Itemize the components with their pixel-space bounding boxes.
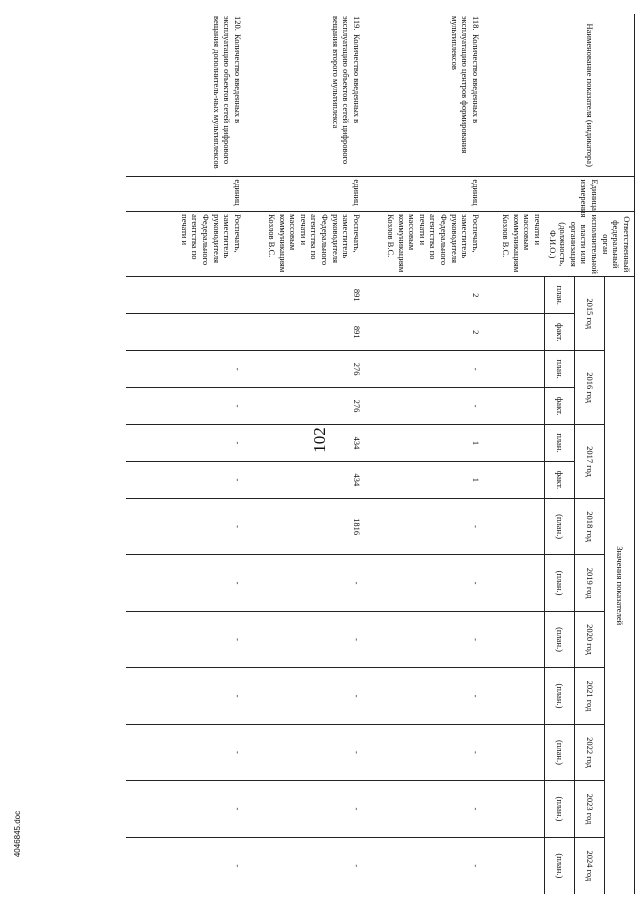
value-cell: - xyxy=(364,351,483,388)
continuation-text: печати и массовым коммуникациям Козлов В.С. xyxy=(483,212,545,277)
value-cell: - xyxy=(126,668,245,724)
value-cell: - xyxy=(126,555,245,611)
header-plan-paren: (план.) xyxy=(545,837,575,894)
header-year-2021: 2021 год xyxy=(575,668,605,724)
value-cell: - xyxy=(126,724,245,780)
header-responsible: Ответственный федеральный орган исполнительной власти или организация (должность, Ф.И.О.) xyxy=(545,212,635,277)
value-cell: - xyxy=(126,461,245,498)
value-cell: - xyxy=(364,668,483,724)
header-year-2015: 2015 год xyxy=(575,277,605,351)
value-cell: - xyxy=(126,425,245,462)
row-number: 118. xyxy=(471,16,481,31)
header-year-2023: 2023 год xyxy=(575,781,605,837)
value-cell: - xyxy=(245,668,364,724)
header-plan-paren: (план.) xyxy=(545,668,575,724)
value-cell xyxy=(126,314,245,351)
indicator-cell xyxy=(126,14,245,177)
value-cell: 891 xyxy=(245,277,364,314)
value-cell: - xyxy=(245,555,364,611)
page-number: 102 xyxy=(310,427,329,453)
indicator-cell xyxy=(364,14,483,177)
row-number: 119. xyxy=(352,16,362,31)
responsible-cell: Роспечать, заместитель руководителя Федерального агентства по печати и массовым коммуникациям Козлов В.С. xyxy=(364,212,483,277)
value-cell: 2 xyxy=(364,314,483,351)
rotated-table-page xyxy=(55,14,635,894)
header-year-2019: 2019 год xyxy=(575,555,605,611)
value-cell: - xyxy=(126,837,245,894)
value-cell: - xyxy=(126,781,245,837)
value-cell: - xyxy=(126,498,245,554)
table-row xyxy=(364,14,483,894)
value-cell: - xyxy=(364,837,483,894)
value-cell: 1 xyxy=(364,461,483,498)
indicators-table xyxy=(126,14,635,894)
value-cell: - xyxy=(245,724,364,780)
value-cell: - xyxy=(126,351,245,388)
value-cell: - xyxy=(364,388,483,425)
value-cell: 434 xyxy=(245,461,364,498)
header-year-2020: 2020 год xyxy=(575,611,605,667)
header-plan-paren: (план.) xyxy=(545,498,575,554)
header-plan: план. xyxy=(545,277,575,314)
header-year-2016: 2016 год xyxy=(575,351,605,425)
header-fact: факт. xyxy=(545,388,575,425)
footer-doc-code: 4046845.doc xyxy=(13,810,22,858)
value-cell: - xyxy=(364,611,483,667)
header-unit: Единица измерения xyxy=(545,177,635,212)
value-cell: - xyxy=(364,781,483,837)
responsible-cell: Роспечать, заместитель руководителя Федерального агентства по печати и xyxy=(126,212,245,277)
value-cell: - xyxy=(364,724,483,780)
value-cell: 891 xyxy=(245,314,364,351)
header-plan-paren: (план.) xyxy=(545,555,575,611)
value-cell: - xyxy=(126,388,245,425)
header-plan: план. xyxy=(545,351,575,388)
value-cell: 276 xyxy=(245,388,364,425)
value-cell: 276 xyxy=(245,351,364,388)
value-cell: 1 xyxy=(364,425,483,462)
header-plan: план. xyxy=(545,425,575,462)
unit-cell: единиц xyxy=(126,177,245,212)
table-row xyxy=(245,14,364,894)
header-year-2018: 2018 год xyxy=(575,498,605,554)
header-indicator-name: Наименование показателя (индикатора) xyxy=(545,14,635,177)
indicator-cell xyxy=(245,14,364,177)
value-cell: - xyxy=(245,781,364,837)
header-year-2024: 2024 год xyxy=(575,837,605,894)
unit-cell: единиц xyxy=(245,177,364,212)
table-row xyxy=(126,14,245,894)
header-fact: факт. xyxy=(545,461,575,498)
value-cell: 1816 xyxy=(245,498,364,554)
continuation-row xyxy=(483,14,545,894)
value-cell: - xyxy=(245,837,364,894)
value-cell: 434 xyxy=(245,425,364,462)
indicator-name: Количество введенных в эксплуатацию центров формирования мультиплексов xyxy=(449,16,481,154)
indicator-name: Количество введенных в эксплуатацию объектов сетей цифрового вещания дополнитель-ных мультиплексов xyxy=(211,16,243,169)
value-cell: - xyxy=(364,498,483,554)
responsible-cell: Роспечать, заместитель руководителя Федерального агентства по печати и массовым коммуникациям Козлов В.С. xyxy=(245,212,364,277)
header-year-2022: 2022 год xyxy=(575,724,605,780)
header-year-2017: 2017 год xyxy=(575,425,605,499)
value-cell xyxy=(126,277,245,314)
header-plan-paren: (план.) xyxy=(545,611,575,667)
header-plan-paren: (план.) xyxy=(545,781,575,837)
unit-cell: единиц xyxy=(364,177,483,212)
value-cell: - xyxy=(126,611,245,667)
value-cell: 2 xyxy=(364,277,483,314)
value-cell: - xyxy=(364,555,483,611)
header-plan-paren: (план.) xyxy=(545,724,575,780)
header-fact: факт. xyxy=(545,314,575,351)
value-cell: - xyxy=(245,611,364,667)
indicator-name: Количество введенных в эксплуатацию объектов сетей цифрового вещания второго мультиплекса xyxy=(330,16,362,165)
header-values-group: Значения показателей xyxy=(605,277,635,894)
row-number: 120. xyxy=(233,16,243,31)
